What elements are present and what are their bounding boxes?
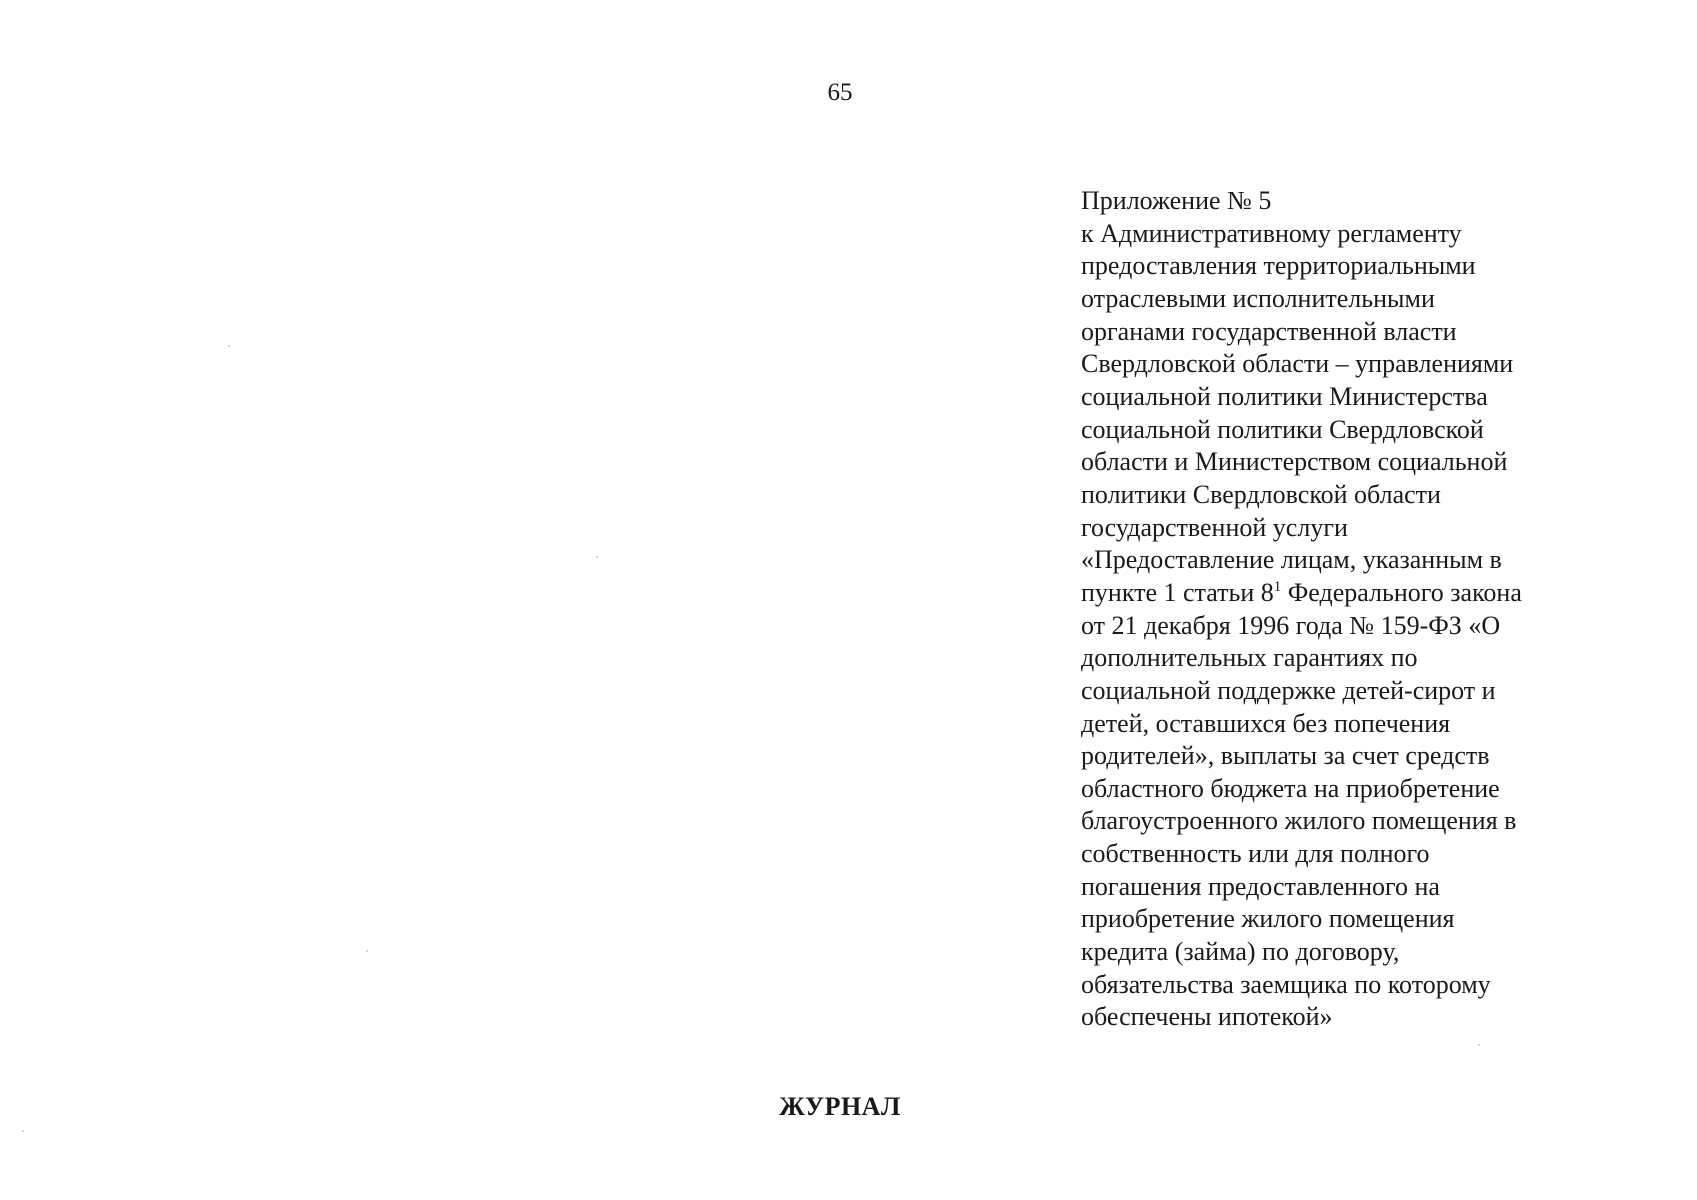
appendix-line: детей, оставшихся без попечения: [1081, 708, 1451, 738]
scan-speck: [22, 1130, 24, 1132]
appendix-line: «Предоставление лицам, указанным в: [1081, 545, 1502, 575]
appendix-line: Свердловской области – управлениями: [1081, 349, 1514, 379]
appendix-line-text-after: Федерального закона: [1281, 577, 1522, 607]
scan-speck: [228, 345, 230, 347]
appendix-line: приобретение жилого помещения: [1081, 904, 1455, 934]
appendix-line: от 21 декабря 1996 года № 159-ФЗ «О: [1081, 610, 1501, 640]
appendix-line: политики Свердловской области: [1081, 479, 1441, 509]
article-superscript: 1: [1273, 578, 1282, 595]
scan-speck: [366, 950, 368, 952]
appendix-line: социальной поддержке детей-сирот и: [1081, 675, 1496, 705]
appendix-line: обязательства заемщика по которому: [1081, 969, 1491, 999]
appendix-line-text: пункте 1 статьи 8: [1081, 577, 1274, 607]
journal-title: ЖУРНАЛ: [779, 1092, 901, 1121]
scan-speck: [596, 556, 598, 558]
appendix-line: предоставления территориальными: [1081, 251, 1476, 281]
appendix-line: социальной политики Свердловской: [1081, 414, 1484, 444]
appendix-line: отраслевыми исполнительными: [1081, 283, 1435, 313]
scan-speck: [1478, 1044, 1480, 1046]
appendix-line: родителей», выплаты за счет средств: [1081, 741, 1490, 771]
appendix-line: органами государственной власти: [1081, 316, 1457, 346]
appendix-line: благоустроенного жилого помещения в: [1081, 806, 1517, 836]
appendix-line: дополнительных гарантиях по: [1081, 643, 1418, 673]
page-number: 65: [827, 79, 853, 106]
appendix-line: области и Министерством социальной: [1081, 447, 1508, 477]
appendix-line: кредита (займа) по договору,: [1081, 937, 1400, 967]
appendix-line: собственность или для полного: [1081, 839, 1430, 869]
appendix-line: областного бюджета на приобретение: [1081, 773, 1500, 803]
appendix-line: к Административному регламенту: [1081, 218, 1462, 248]
appendix-line-with-superscript: [1081, 577, 1681, 610]
appendix-line: государственной услуги: [1081, 512, 1348, 542]
appendix-line: Приложение № 5: [1081, 186, 1272, 215]
appendix-line: погашения предоставленного на: [1081, 871, 1440, 901]
appendix-line: обеспечены ипотекой»: [1081, 1002, 1333, 1032]
appendix-line: социальной политики Министерства: [1081, 381, 1488, 411]
appendix-header-block: [1081, 185, 1681, 1034]
